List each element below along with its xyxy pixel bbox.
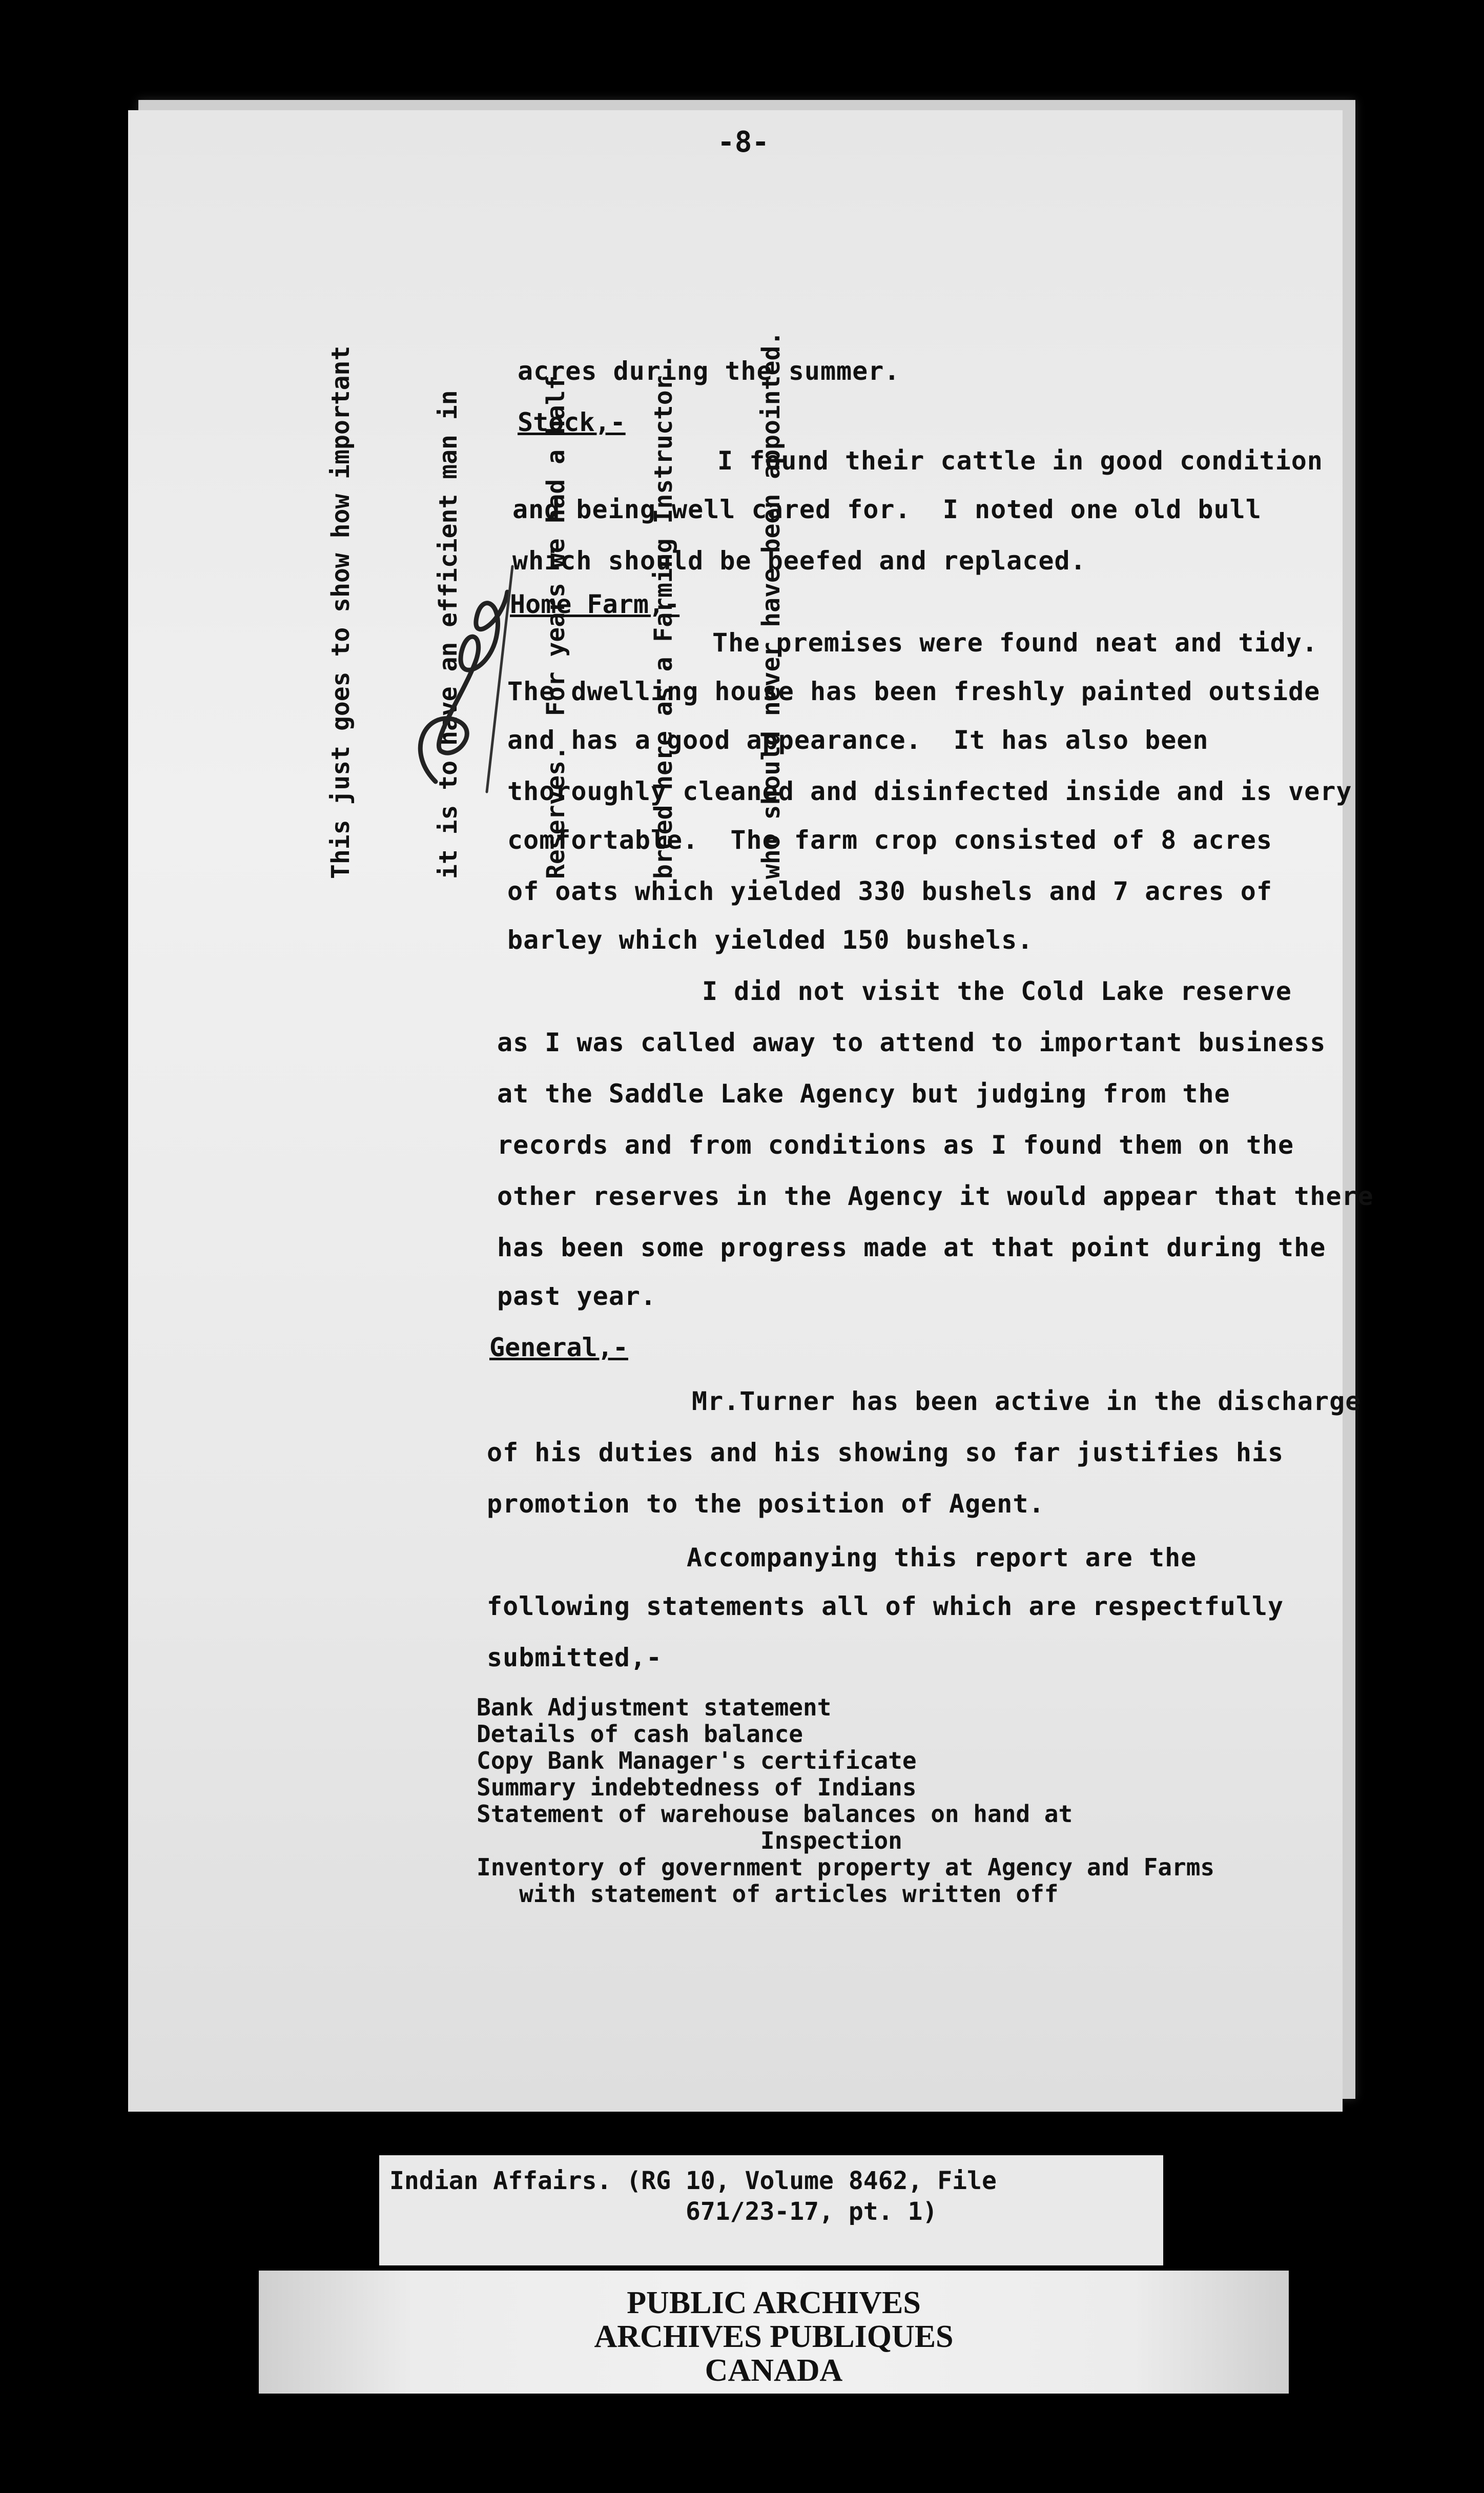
- stamp-line: CANADA: [705, 2353, 843, 2388]
- document-page: [128, 110, 1374, 2112]
- statement-item: Statement of warehouse balances on hand at: [477, 1800, 1073, 1828]
- body-line: as I was called away to attend to important business: [497, 1028, 1326, 1057]
- archive-reference-text: [389, 2165, 997, 2227]
- report-body: [128, 110, 1374, 2112]
- statement-item: Details of cash balance: [477, 1720, 803, 1748]
- body-line: following statements all of which are respectfully: [487, 1591, 1284, 1621]
- statement-item: Copy Bank Manager's certificate: [477, 1747, 917, 1774]
- body-line: past year.: [497, 1281, 657, 1311]
- archives-stamp-text: [259, 2286, 1289, 2387]
- body-line: comfortable. The farm crop consisted of 8 acres: [507, 825, 1272, 855]
- body-line: has been some progress made at that point during the: [497, 1233, 1326, 1262]
- stamp-line: ARCHIVES PUBLIQUES: [594, 2319, 954, 2354]
- archive-reference-line: 671/23-17, pt. 1): [389, 2197, 938, 2226]
- margin-note-line: who should never have been appointed.: [757, 331, 786, 879]
- body-line: and being well cared for. I noted one old bull: [512, 495, 1262, 524]
- body-line: Accompanying this report are the: [687, 1543, 1197, 1572]
- archive-reference-label: [379, 2155, 1163, 2265]
- body-line: I did not visit the Cold Lake reserve: [702, 976, 1292, 1006]
- body-line: at the Saddle Lake Agency but judging from the: [497, 1079, 1230, 1109]
- body-line: of oats which yielded 330 bushels and 7 acres of: [507, 876, 1272, 906]
- archive-reference-line: Indian Affairs. (RG 10, Volume 8462, File: [389, 2167, 997, 2195]
- archives-stamp: [259, 2271, 1289, 2394]
- body-line: barley which yielded 150 bushels.: [507, 925, 1034, 955]
- body-line: thoroughly cleaned and disinfected inside and is very: [507, 776, 1352, 806]
- body-line: submitted,-: [487, 1643, 663, 1672]
- body-line: records and from conditions as I found them on the: [497, 1130, 1294, 1160]
- body-line: promotion to the position of Agent.: [487, 1489, 1045, 1519]
- statement-item: Inspection: [477, 1827, 902, 1854]
- general-heading: General,-: [489, 1333, 628, 1362]
- stamp-line: PUBLIC ARCHIVES: [627, 2285, 921, 2320]
- margin-note-line: This just goes to show how important: [326, 345, 355, 879]
- statement-item: Bank Adjustment statement: [477, 1693, 832, 1721]
- page-number: -8-: [717, 126, 770, 159]
- stock-heading: Stock,-: [518, 407, 626, 437]
- margin-note-line: Reserves. For years we had a half: [542, 375, 570, 879]
- statement-item: Summary indebtedness of Indians: [477, 1773, 917, 1801]
- margin-note-line: breed here as a Farming Instructor: [649, 375, 678, 879]
- body-line: Mr.Turner has been active in the discharge: [692, 1386, 1362, 1416]
- margin-note-line: it is to have an efficient man in: [434, 390, 463, 879]
- body-line: and has a good appearance. It has also been: [507, 725, 1209, 755]
- body-line: of his duties and his showing so far justifies his: [487, 1438, 1284, 1467]
- body-line: The premises were found neat and tidy.: [712, 628, 1318, 658]
- body-line: which should be beefed and replaced.: [512, 546, 1086, 576]
- statement-item: Inventory of government property at Agency and Farms: [477, 1853, 1215, 1881]
- body-line: The dwelling house has been freshly painted outside: [507, 677, 1321, 706]
- body-line: acres during the summer.: [518, 356, 900, 386]
- body-line: other reserves in the Agency it would appear that there: [497, 1181, 1374, 1211]
- body-line: I found their cattle in good condition: [717, 446, 1323, 476]
- home-farm-heading: Home Farm,-: [510, 589, 680, 619]
- statement-item: with statement of articles written off: [477, 1880, 1059, 1908]
